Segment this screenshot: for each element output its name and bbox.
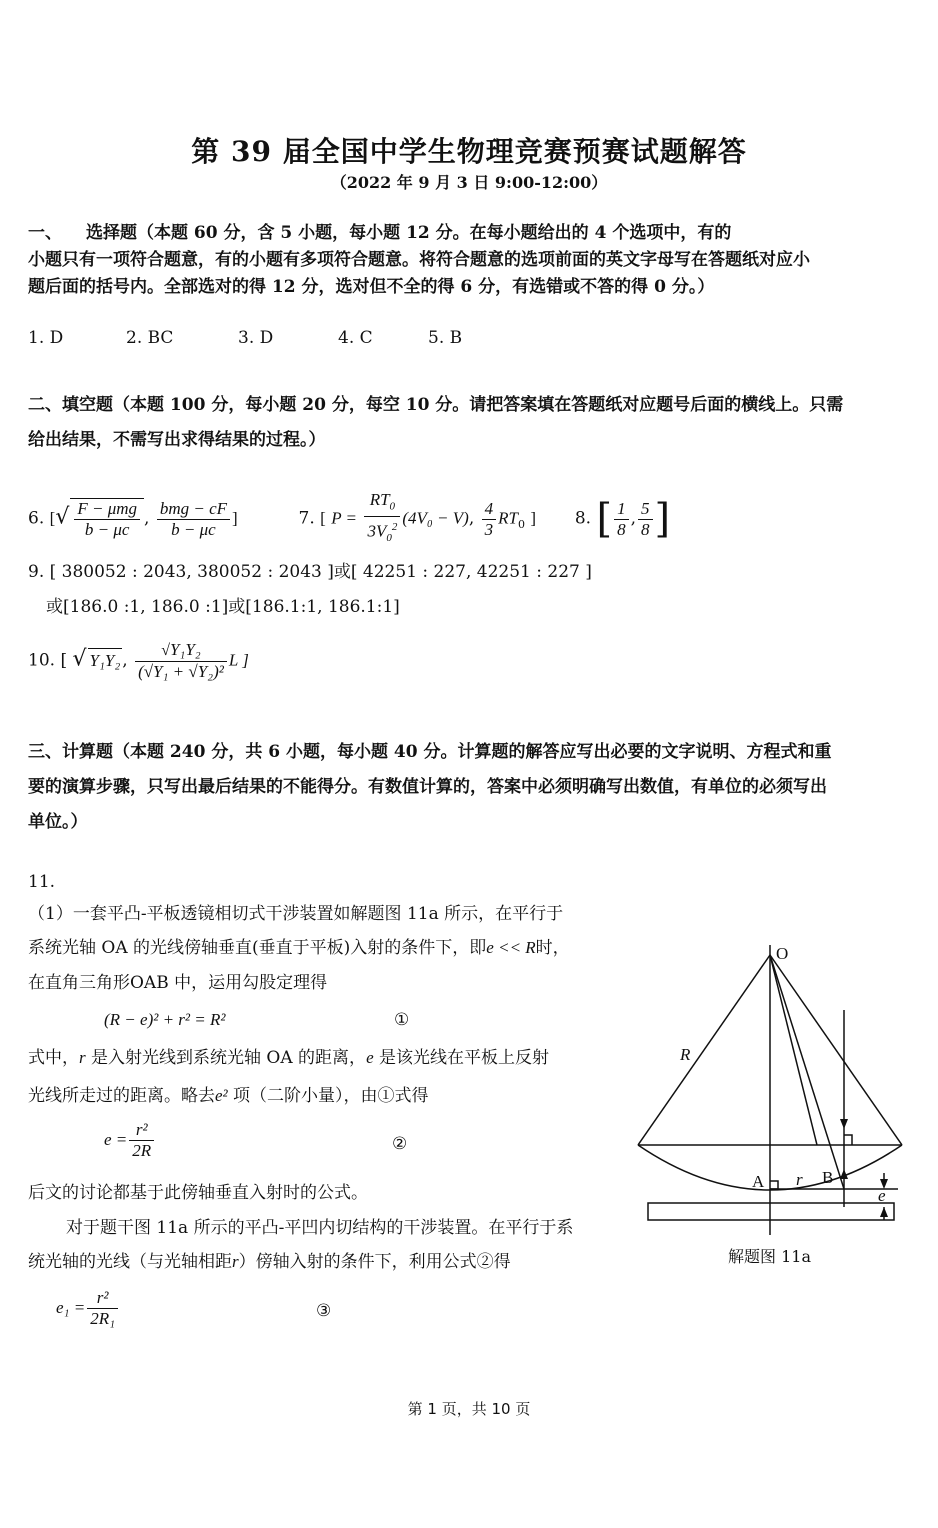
lens-right-edge bbox=[770, 955, 902, 1145]
section2-heading-line2: 给出结果，不需写出求得结果的过程。） bbox=[28, 430, 326, 450]
choice-answers bbox=[28, 328, 462, 348]
e-arrow-up-icon bbox=[880, 1207, 888, 1217]
problem11-p7: 对于题干图 11a 所示的平凸-平凹内切结构的干涉装置。在平行于系 bbox=[66, 1218, 574, 1238]
lens-left-edge bbox=[638, 955, 770, 1145]
section3-heading bbox=[28, 735, 914, 840]
q8-fraction-1: $\frac{1}{8}$ bbox=[614, 499, 629, 540]
equation-2: e = $\frac{\text{r²}}{2R}$ bbox=[104, 1120, 156, 1161]
equation-1-tag: ① bbox=[394, 1010, 410, 1030]
problem11-p6: 后文的讨论都基于此傍轴垂直入射时的公式。 bbox=[28, 1183, 368, 1203]
label-e: e bbox=[878, 1186, 886, 1205]
right-angle-A bbox=[770, 1181, 778, 1189]
q7-fraction: $\frac{RT_0}{3V_0^2}$ bbox=[364, 490, 400, 548]
arrow-down-icon bbox=[840, 1119, 848, 1129]
answer-q10: 10. [ √ Y₁Y₂ , $\frac{\text{√Y₁Y₂}}{\text{(√Y₁ + √Y₂)²}}$ L ] bbox=[28, 640, 249, 681]
section1-heading bbox=[28, 220, 914, 301]
section2-heading bbox=[28, 388, 914, 458]
q6-fraction-2: $\frac{\text{bmg − cF}}{b - \mu c}$ bbox=[157, 499, 230, 540]
q7-label: 7. bbox=[298, 508, 315, 529]
flat-plate bbox=[648, 1203, 894, 1220]
page-title: 第 39 届全国中学生物理竞赛预赛试题解答 bbox=[191, 135, 747, 168]
section3-heading-line1: 三、计算题（本题 240 分，共 6 小题，每小题 40 分。计算题的解答应写出必要的文字说明、方程式和重 bbox=[28, 742, 832, 762]
section2-heading-line1: 二、填空题（本题 100 分，每小题 20 分，每空 10 分。请把答案填在答题纸对应题号后面的横线上。只需 bbox=[28, 395, 844, 415]
label-r: r bbox=[796, 1170, 803, 1189]
equation-1: (R − e)² + r² = R² bbox=[104, 1010, 226, 1029]
exam-date: （2022 年 9 月 3 日 9:00-12:00） bbox=[330, 173, 608, 192]
q8-label: 8. bbox=[574, 508, 592, 529]
q6-label: 6. bbox=[28, 508, 45, 529]
label-R: R bbox=[680, 1045, 691, 1064]
problem11-p2: 系统光轴 OA 的光线傍轴垂直(垂直于平板)入射的条件下，即e << R时， bbox=[28, 938, 570, 958]
ray-line bbox=[770, 955, 817, 1145]
problem11-number: 11. bbox=[28, 872, 56, 892]
answer-3: 3. D bbox=[238, 328, 274, 348]
answers-q6-q8: 6. [√ $\frac{\text{F − μmg}}{b - \mu c}$ , $\frac{\text{bmg − cF}}{b - \mu c}$ ] 7. [ P = $\frac{RT_0}{3V_0^2}$ (4V₀ − V), $\frac{4}{3}$ $RT_0$ ] 8. [ $\frac{1}{8}$ , $\frac{5}{8}$ ] bbox=[28, 490, 670, 548]
answer-2: 2. BC bbox=[126, 328, 174, 348]
section1-heading-line2: 小题只有一项符合题意，有的小题有多项符合题意。将符合题意的选项前面的英文字母写在答题纸对应小 bbox=[28, 250, 810, 270]
answer-5: 5. B bbox=[428, 328, 463, 348]
problem11-p3: 在直角三角形OAB 中，运用勾股定理得 bbox=[28, 973, 328, 993]
page-footer: 第 1 页，共 10 页 bbox=[407, 1400, 531, 1418]
answer-q9-line1: 9. [ 380052 : 2043, 380052 : 2043 ]或[ 42251 : 227, 42251 : 227 ] bbox=[28, 562, 592, 582]
figure-caption: 解题图 11a bbox=[728, 1247, 811, 1266]
label-B: B bbox=[822, 1168, 834, 1187]
answer-4: 4. C bbox=[338, 328, 373, 348]
radius-line bbox=[770, 955, 844, 1189]
equation-3: e₁ = $\frac{\text{r²}}{\text{2R₁}}$ bbox=[56, 1288, 120, 1329]
section1-number: 一、 bbox=[28, 223, 62, 243]
label-O: O bbox=[776, 944, 789, 963]
problem11-p5: 光线所走过的距离。略去e² 项（二阶小量），由①式得 bbox=[28, 1086, 429, 1106]
section1-heading-line3: 题后面的括号内。全部选对的得 12 分，选对但不全的得 6 分，有选错或不答的得 0 分。） bbox=[28, 277, 715, 297]
q7-rt: RT bbox=[498, 508, 518, 528]
q10-fraction: $\frac{\text{√Y₁Y₂}}{\text{(√Y₁ + √Y₂)²}}$ bbox=[135, 640, 227, 682]
q10-term1: Y₁Y₂ bbox=[88, 648, 123, 673]
figure-11a bbox=[630, 935, 920, 1235]
problem11-p1: （1）一套平凸-平板透镜相切式干涉装置如解题图 11a 所示，在平行于 bbox=[28, 904, 564, 924]
section3-heading-line2: 要的演算步骤，只写出最后结果的不能得分。有数值计算的，答案中必须明确写出数值，有单位的必须写出 bbox=[28, 777, 827, 797]
equation-2-tag: ② bbox=[392, 1134, 408, 1154]
q10-L: L ] bbox=[228, 650, 249, 670]
problem11-p8: 统光轴的光线（与光轴相距r）傍轴入射的条件下，利用公式②得 bbox=[28, 1252, 511, 1272]
answer-q9-line2: 或[186.0 :1, 186.0 :1]或[186.1:1, 186.1:1] bbox=[46, 597, 400, 617]
section1-heading-line1: 选择题（本题 60 分，含 5 小题，每小题 12 分。在每小题给出的 4 个选项中，有的 bbox=[86, 223, 732, 243]
label-A: A bbox=[752, 1172, 765, 1191]
q8-fraction-2: $\frac{5}{8}$ bbox=[638, 499, 653, 540]
equation-3-tag: ③ bbox=[316, 1301, 332, 1321]
problem11-p4: 式中，r 是入射光线到系统光轴 OA 的距离，e 是该光线在平板上反射 bbox=[28, 1048, 550, 1068]
q7-p: P = bbox=[331, 508, 358, 528]
q10-label: 10. [ bbox=[28, 650, 68, 671]
q7-expr: (4V₀ − V) bbox=[402, 508, 469, 528]
answer-1: 1. D bbox=[28, 328, 64, 348]
right-angle-top bbox=[844, 1135, 852, 1145]
q6-fraction-1: $\frac{\text{F − μmg}}{b - \mu c}$ bbox=[74, 499, 140, 540]
q7-fraction-2: $\frac{4}{3}$ bbox=[482, 499, 497, 540]
section3-heading-line3: 单位。） bbox=[28, 812, 88, 832]
